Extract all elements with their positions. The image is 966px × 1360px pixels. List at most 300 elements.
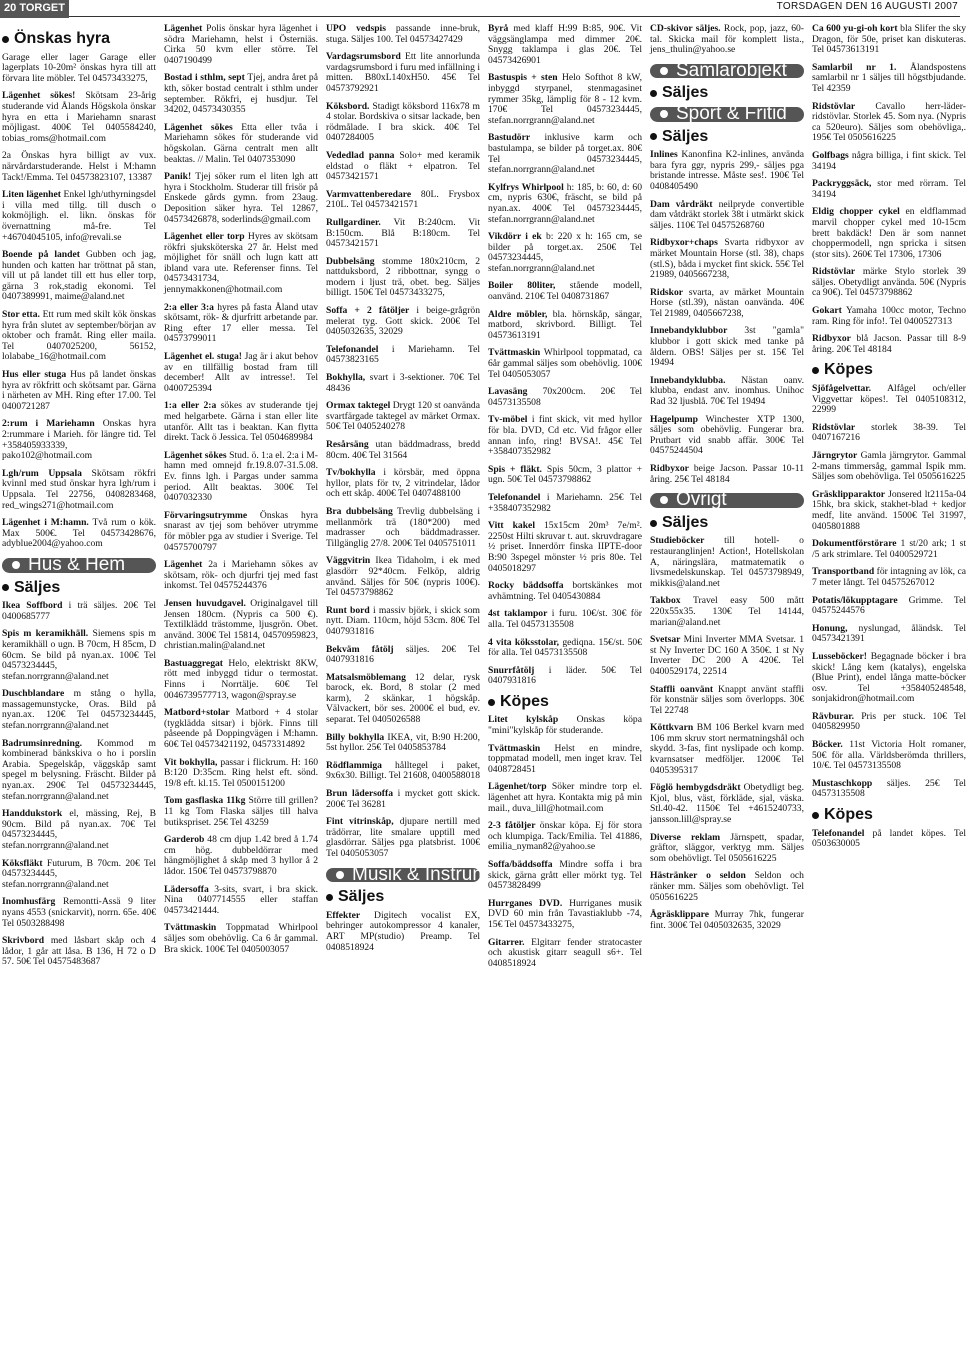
ad-text: Alfågel och/eller Viggvettar köpes!. Tel 0405108312, 22999 [812, 383, 966, 416]
ad-heading: 2:rum i Mariehamn [2, 418, 95, 430]
ad-heading: Svetsar [650, 634, 681, 646]
classified-ad [488, 899, 642, 931]
classified-ad [2, 689, 156, 731]
classified-ad [2, 739, 156, 803]
ad-text: 3-sits, svart, i bra skick. Nina 0407714555 eller staffan 04573421444. [164, 883, 318, 916]
column-2 [164, 24, 318, 1358]
ad-text: i massiv björk, i skick som nytt. Diam. 110cm, höjd 53cm. 80€ Tel 0407931816 [326, 604, 480, 637]
page-number: 20 [4, 2, 17, 14]
ad-heading: Badrumsinredning. [2, 737, 83, 749]
ad-text: i trä säljes. 20€ Tel 0400685777 [2, 600, 157, 622]
classified-ad [488, 744, 642, 776]
category-banner [650, 489, 804, 511]
ad-text: inklusive karm och bastulampa, se bilder på torget.ax. 80€ Tel 04573234445, stefan.norrgrann@aland.net [488, 132, 642, 176]
classified-ad [2, 250, 156, 303]
classified-ad [488, 183, 642, 225]
classified-ad [326, 306, 480, 338]
ad-text: 1 st/20 ark; 1 st /5 ark strimlare. Tel 0400529721 [812, 538, 966, 560]
classified-ad [164, 172, 318, 225]
ad-text: Skötsam 23-årig studerande vid Ålands Högskola önskar hyra en etta i Mariehamn snarast möjligast. 400€ Tel 0405584240, tobias_roms@hotmail.com [2, 90, 157, 144]
ad-text: Mini Inverter MMA Svetsar. 1 st Ny Inverter DC 160 A 350€. 1 st Ny Inverter DC 200 A 420€. Tel 0400529174, 22514 [650, 634, 804, 677]
ad-text: Svarta ridbyxor av märket Mountain Horse (stl. 38), chaps (stl.S), båda i mycket fint skick. 55€ Tel 21989, 0405667238, [650, 237, 804, 281]
ad-heading: Väggvitrin [326, 555, 371, 567]
ad-heading: Ikea Soffbord [2, 600, 63, 612]
classified-ad [650, 464, 804, 485]
ad-text: Polis önskar hyra lägenhet i södra Mariehamn, helst i Österniäs. Cirka 50 kvm eller större. Tel 0407190499 [164, 23, 318, 66]
ad-heading: Honung, [812, 622, 848, 634]
classified-ad [650, 415, 804, 457]
classified-ad [2, 859, 156, 891]
classified-ad [650, 200, 804, 232]
ad-heading: Dubbelsäng [326, 255, 375, 267]
ad-heading: UPO vedspis [326, 23, 386, 34]
ad-heading: Soffa/bäddsoffa [488, 859, 553, 870]
ad-text: bla Slifer the sky Dragon, för 50e, priset kan diskuteras. Tel 04573613191 [812, 23, 966, 56]
classified-ad [812, 596, 966, 617]
bullet-icon [326, 894, 333, 901]
classified-ad [164, 599, 318, 652]
ad-text: stående modell, oanvänd. 210€ Tel 0408731867 [488, 280, 642, 303]
section-heading-text: Säljes [338, 888, 385, 906]
ad-text: Seldon och ränker mm. Säljes som obehövligt. Tel 0505616225 [650, 870, 804, 903]
ad-text: neilpryde convertible dam våtdräkt storlek 38t i utmärkt skick säljes. 110€ Tel 04575268760 [650, 198, 804, 231]
ad-text: bortskänkes mot avhämtning. Tel 0405430884 [488, 580, 642, 602]
category-banner [650, 59, 804, 81]
ad-heading: Telefonandel [488, 491, 541, 503]
ad-text: Drygt 120 st oanvända svartfärgade taktegel av märket Ormax. 50€ Tel 0405240278 [326, 400, 480, 433]
ad-heading: Bokhylla, [326, 372, 366, 384]
ad-text: Ikea Tidaholm, i ek med glasdörr 92*40cm. Felköp, aldrig använd. Säljes för 50€ (nypris 100€). Tel 04573798862 [326, 555, 481, 599]
ad-heading: 1:a eller 2:a [164, 400, 217, 412]
ad-text: Stadigt köksbord 116x78 m 4 stolar. Bordskiva o sitsar lackade, ben rödmålade. I bra skick. 40€ Tel 0407284005 [326, 100, 480, 144]
ad-heading: Bra dubbelsäng [326, 505, 393, 517]
ad-text: i beige-grågrön melerat tyg. Gott skick. 200€ Tel 0405032635, 32029 [326, 305, 481, 338]
section-heading-text: Önskas hyra [14, 30, 111, 47]
ad-heading: Duschblandare [2, 688, 65, 700]
classified-ad [2, 91, 156, 144]
ad-text: Trevlig dubbelsäng i mellanmörk trä (180*200) med madrasser och bäddmadrasser. Tillgänglig 27/8. 200€ Tel 0405751011 [326, 505, 481, 549]
ad-heading: Liten lägenhet [2, 189, 61, 201]
ad-text: 80L. Frysbox 210L. Tel 04573421571 [326, 188, 480, 211]
classified-ad [326, 24, 480, 45]
section-heading [326, 888, 480, 906]
ad-heading: Hus eller stuga [2, 369, 67, 381]
ad-heading: Varmvattenberedare [326, 188, 412, 200]
classified-ad [164, 885, 318, 917]
classified-ad [326, 190, 480, 211]
category-banner [650, 102, 804, 124]
classified-ad [812, 567, 966, 588]
ad-text: djupare nertill med trädörrar, lite smalare upptill med glasdörrar. Säljes pga platsbrist. 100€ Tel 0405053057 [326, 816, 480, 859]
ad-text: Knappt använt staffli för konstnär säljes som överlopps. 30€ Tel 22748 [650, 683, 804, 716]
ad-heading: Järngrytor [812, 450, 858, 461]
ad-heading: Lägenhet sökes! [2, 90, 76, 102]
ad-text: Etta eller tvåa i Mariehamn sökes för studerande vid högskolan. Gärna centralt men allt beaktas. // Malin. Tel 0407353090 [164, 121, 318, 165]
ad-text: stomme 180x210cm, 2 nattduksbord, 2 ribbottnar, syngg o modern i ljust trä, obet. beg. Säljes billigt. 150€ Tel 04573433275, [326, 255, 480, 299]
ad-text: med låsbart skåp och 4 lådor, 1 går att låsa. B 136, H 72 o D 57. 50€ Tel 04575483687 [2, 935, 156, 968]
ad-text: Digitech vocalist EX, behringer autokompressor 4 kanaler, ART MP(studio) Preamp. Tel 0408518924 [326, 909, 480, 953]
ad-text: Helo Softhot 8 kW, inbyggd styrpanel, stenmagasinet rymmer 35kg, lämplig för 8 - 12 kvm. 170€ Tel 04573234445, stefan.norrgrann@aland.net [488, 72, 643, 126]
classified-ad [2, 601, 156, 622]
classified-ad [650, 288, 804, 320]
ad-text: passar i flickrum. H: 160 B:120 D:35cm. Ring helst eft. sönd. 19/8 eft. kl.15. Tel 0500151200 [164, 756, 318, 789]
classified-ad [326, 556, 480, 598]
classified-ad [812, 384, 966, 416]
classified-ad [164, 796, 318, 828]
ad-heading: Spis m keramikhäll. [2, 628, 89, 640]
classified-ad [488, 310, 642, 342]
ad-heading: Vededlad panna [326, 149, 395, 161]
ad-text: i läder. 50€ Tel 0407931816 [488, 664, 643, 687]
ad-text: el, mässing, Rej, B 90cm. Bild på nyan.ax. 70€ Tel 04573234445, stefan.norrgrann@aland.net [2, 808, 156, 851]
ad-text: Järnspett, spadar, gräftor, släggor, verktyg mm. Säljes som obehövligt. Tel 0505616225 [650, 831, 804, 864]
ad-heading: Aldre möbler, [488, 308, 548, 320]
ad-heading: Brun lädersoffa [326, 788, 393, 800]
bullet-icon [812, 812, 819, 819]
ad-heading: Rävburar. [812, 710, 855, 722]
classified-ad [488, 821, 642, 853]
classified-ad [164, 451, 318, 504]
classified-ad [488, 465, 642, 486]
classified-ad [2, 419, 156, 461]
classified-ad [2, 190, 156, 243]
ad-heading: Matbord+stolar [164, 707, 230, 719]
classified-ad [326, 373, 480, 394]
ad-text: beige Jacson. Passar 10-11 åring. 25€ Tel 48184 [650, 463, 804, 485]
classified-ad [650, 910, 804, 931]
ad-text: Hyres av skötsam rökfri sjuksköterska 27 år. Helst med möjlighet för snäll och lugn katt att ibland vara ute. Referenser finns. Tel 04573431734, jennymakkonen@hotmail.com [164, 231, 318, 296]
ad-text: Gubben och jag, hunden och katten har tröttnat på stan, vill ut på landet till ett hus eller torp, gärna 3 rok,stadig ekonomi. Tel 0407389991, maime@aland.net [2, 249, 156, 303]
classified-ad [488, 73, 642, 126]
ad-heading: Bastudörr [488, 132, 531, 144]
ad-text: svarta, av märket Mountain Horse (stl.39), nästan oanvända. 40€ Tel 21989, 0405667238, [650, 286, 804, 319]
ad-text: önskar köpa. Ej för stora och klumpiga. Tack/Emilia. Tel 41886, emilia_nyman82@yahoo.se [488, 820, 642, 853]
section-heading-text: Köpes [500, 692, 549, 710]
classified-ad [812, 334, 966, 355]
ad-heading: Lägenhet/torp [488, 781, 547, 793]
ad-text: Hus på landet önskas hyra av rökfritt och skötsamt par. Gärna i närheten av MH. Ring efter 17.00. Tel 0400721287 [2, 369, 156, 412]
ad-text: några billiga, i fint skick. Tel 34194 [812, 149, 966, 172]
ad-heading: Lägenhet eller torp [164, 231, 245, 243]
ad-heading: Dokumentförstörare [812, 538, 897, 550]
ad-heading: Garderob [164, 834, 205, 846]
ad-text: Winchester XTP 1300, säljes som obehövlig. Fungerar bra. Prutbart vid snabb affär. 300€ Tel 04575244504 [650, 413, 804, 457]
ad-heading: Vikdörr i ek [488, 231, 542, 243]
classified-ad [2, 151, 156, 183]
ad-text: Cavallo herr-läder-ridstövlar. Storlek 45. Som nya. (Nypris ca 520euro). Säljes som obehövliga,. 195€ Tel 0505616225 [812, 100, 966, 144]
ad-text: Spis 50cm, 3 plattor + ugn. 50€ Tel 04573798862 [488, 463, 643, 486]
ad-heading: Innebandyklubba. [650, 374, 726, 386]
ad-text: Elgitarr fender stratocaster och akustisk gitarr seagull s6+. Tel 0408518924 [488, 936, 642, 969]
ad-heading: Resårsäng [326, 439, 369, 450]
category-banner-text: Sport & Fritid [676, 102, 787, 124]
ad-text: på landet köpes. Tel 0503630005 [812, 827, 966, 850]
ad-text: Söker mindre torp el. lägenhet att hyra. Kontakta mig på min mail., duva_lill@hotmail.com [488, 781, 643, 814]
ad-heading: Tvättmaskin [488, 347, 541, 359]
ad-heading: Skrivbord [2, 935, 45, 947]
ad-text: säljes. 20€ Tel 0407931816 [326, 643, 481, 666]
ad-heading: Ridskor [650, 286, 684, 298]
ad-heading: Lägenhet [164, 23, 203, 34]
ad-text: Begagnade böcker i bra skick! Lång kem (katalys), engelska (Blue Print), endel långa matte-böcker osv. Tel +358405248548, sonjakidron@hotmail.com [812, 650, 966, 705]
ad-heading: Ågräsklippare [650, 909, 709, 921]
classified-ad [164, 24, 318, 66]
classified-ad [488, 348, 642, 380]
classified-ad [812, 829, 966, 850]
classified-ad [812, 102, 966, 144]
ad-heading: Rocky bäddsoffa [488, 580, 564, 592]
ad-heading: Tv/bokhylla [326, 467, 376, 479]
classified-ad [326, 673, 480, 726]
ad-text: sökes av studerande tjej med helgarbete. Gärna i stan eller lite utanför. Allt tas i beaktan. Kan flytta direkt. Tack ö Jessica. Tel 0504689984 [164, 400, 318, 444]
column-5 [650, 24, 804, 1358]
ad-text: en eldflammad marvil chopper cykel med 10-15cm brett bakdäck! Den är som nannet choppermodell, ngn spricka i sitsen (stor sits). 260€ Tel 17306, 17306 [812, 206, 966, 260]
classified-ad [326, 218, 480, 250]
classified-ad [164, 352, 318, 394]
ad-heading: Boende på landet [2, 249, 80, 261]
ad-heading: Jensen huvudgavel. [164, 597, 246, 609]
ad-text: 2a i Mariehamn sökes av skötsam, rök- och djurfri tjej med fast inkomst. Tel 04575244376 [164, 559, 318, 592]
classified-ad [488, 938, 642, 970]
classified-ad [812, 712, 966, 733]
classified-ad [488, 609, 642, 630]
ad-text: Kanonfina K2-inlines, använda bara fyra ggr, nypris 299,- säljes pga bristande intresse. Måste ses!. 190€ Tel 0408405490 [650, 149, 804, 192]
classified-ad [326, 345, 480, 366]
ad-heading: Tv-möbel [488, 414, 528, 426]
ad-heading: Takbox [650, 595, 681, 607]
ad-heading: Samlarbil nr 1. [812, 61, 897, 73]
ad-heading: Kylfrys Whirlpool [488, 181, 564, 193]
ad-heading: Lägenhet [164, 559, 203, 571]
section-heading [488, 692, 642, 710]
classified-ad [164, 708, 318, 750]
ad-heading: 4st taklampor [488, 608, 548, 620]
ad-text: Större till grillen? 11 kg Tom Flaska säljes till halva butikspriset. 25€ Tel 43259 [164, 795, 318, 828]
classified-ad [812, 451, 966, 483]
classified-ad [650, 376, 804, 408]
ad-text: Ålandspostens samlarbil nr 1 säljes till högstbjudande. Tel 42359 [812, 61, 966, 94]
ad-heading: Studieböcker [650, 535, 705, 547]
classified-ad [812, 207, 966, 260]
ad-heading: Stor etta. [2, 309, 40, 321]
classified-ad [812, 179, 966, 200]
ad-text: m stång o hylla, massagemunstycke, Oras. Bild på nyan.ax. 120€ Tel 04573234445, stefan.norrgrann@aland.net [2, 688, 156, 732]
ad-heading: Billy bokhylla [326, 731, 385, 743]
classified-ad [812, 267, 966, 299]
classified-ad [326, 733, 480, 754]
ad-heading: CD-skivor säljes. [650, 23, 721, 34]
ad-heading: Tvättmaskin [488, 742, 541, 754]
ad-text: Nästan oanv. klubba, endast anv. inomhus. Unihoc Rad 32 ljusblå. 70€ Tel 19494 [650, 374, 804, 408]
ad-heading: Köttkvarn [650, 722, 694, 734]
ad-heading: Innebandyklubbor [650, 325, 728, 337]
ad-heading: Fint vitrinskåp, [326, 816, 394, 828]
bullet-icon [650, 90, 657, 97]
ad-text: Kommod m kombinerad bänkskiva o ho i porslin Arabia. Spegelskåp, väggskåp samt spegel m belysning. Fräscht. Bilder på nyan.ax. 290€ Tel 04573234445, stefan.norrgrann@aland.net [2, 737, 156, 802]
ad-heading: Eldig chopper cykel [812, 206, 900, 218]
bullet-icon [12, 561, 20, 569]
ad-text: Rock, pop, jazz, 60-tal. Skicka mail för komplett lista., jens_thulin@yahoo.se [650, 23, 804, 56]
classified-ad [326, 911, 480, 953]
classified-ad [326, 761, 480, 782]
ad-heading: Packryggsäck, [812, 178, 872, 190]
classified-ad [164, 659, 318, 701]
ad-heading: Hagelpump [650, 413, 698, 425]
ad-heading: Köksfläkt [2, 857, 43, 869]
section-heading [812, 361, 966, 379]
classified-ad [326, 257, 480, 299]
ad-heading: Föglö hembygdsdräkt [650, 782, 741, 794]
issue-date: TORSDAGEN DEN 16 AUGUSTI 2007 [776, 1, 958, 12]
ad-text: Garage eller lager Garage eller lagerplats 10-20m² önskas hyra till att förvara lite möbler. Tel 04573433275, [2, 51, 156, 84]
classified-ad [650, 723, 804, 776]
ad-heading: Matsalsmöblemang [326, 671, 406, 683]
classified-ad [2, 53, 156, 85]
classified-ad [488, 133, 642, 175]
ad-heading: 2-3 fåtöljer [488, 820, 536, 832]
classified-ad [164, 401, 318, 443]
ad-heading: Lägenhet sökes [164, 121, 233, 133]
ad-text: Solo+ med keramik eldstad o fläkt + elpatron. Tel 04573421571 [326, 149, 480, 183]
classified-ad [2, 518, 156, 550]
bullet-icon [660, 67, 668, 75]
classified-ad [812, 779, 966, 800]
section-name: TORGET [19, 2, 65, 14]
ad-text: hålltegel i paket, 9x6x30. Billigt. Tel 21608, 0400588018 [326, 759, 480, 782]
ad-text: Futurum, B 70cm. 20€ Tel 04573234445, stefan.norrgrann@aland.net [2, 857, 157, 890]
ad-text: i furu. 10€/st. 30€ för alla. Tel 04573135508 [488, 608, 642, 630]
ad-heading: Transportband [812, 566, 875, 578]
ad-heading: Böcker. [812, 739, 843, 751]
classified-ad [326, 440, 480, 461]
classified-ad [812, 624, 966, 645]
bullet-icon [650, 133, 657, 140]
ad-text: Tjej, andra året på kth, söker bostad centralt i sthlm under september. Rökfri, ej husdjur. Tel 34202, 04573430355 [164, 72, 318, 116]
ad-text: i mycket gott skick. 200€ Tel 36281 [326, 788, 480, 810]
ad-text: Matbord + 4 stolar (tygklädda sitsar) i björk. Finns till påseende på Doppingvägen i M:hamn. 60€ Tel 04573421192, 04573314892 [164, 707, 318, 751]
classified-ad [326, 645, 480, 666]
ad-heading: Lusseböcker! [812, 650, 867, 662]
classified-ad [326, 468, 480, 500]
ad-text: i Mariehamn. 25€ Tel +358407352982 [488, 491, 643, 514]
ad-heading: Potatis/lökupptagare [812, 594, 898, 606]
ad-text: Remontti-Assä 9 liter nyans 4553 (snickarvit), norrn. 65e. 40€ Tel 0503288498 [2, 896, 157, 929]
category-banner-text: Samlarobjekt [676, 59, 787, 81]
classified-ad [488, 581, 642, 602]
ad-heading: Handdukstork [2, 808, 63, 820]
classified-ad [164, 123, 318, 165]
classified-ad [2, 936, 156, 968]
ad-text: Mindre soffa i bra skick, gärna grått eller mörkt tyg. Tel 04573828499 [488, 859, 642, 892]
ad-text: Helst en mindre, toppmatad modell, men inget krav. Tel 0408728451 [488, 742, 642, 775]
classified-ad [488, 387, 642, 408]
ad-text: IKEA, vit, B:90 H:200, 5st hyllor. 25€ Tel 0405853784 [326, 731, 481, 754]
page-header [0, 0, 960, 17]
bullet-icon [488, 699, 495, 706]
category-banner-text: Övrigt [676, 489, 727, 511]
ad-heading: Förvaringsutrymme [164, 509, 248, 521]
ad-heading: Gokart [812, 305, 842, 317]
classified-ad [488, 715, 642, 736]
classified-ad [488, 521, 642, 574]
classified-ad [164, 560, 318, 592]
classified-ad [488, 860, 642, 892]
classified-ad [650, 635, 804, 677]
ad-heading: Golfbags [812, 149, 849, 161]
ad-heading: Litet kylskåp [488, 714, 559, 726]
classified-ad [326, 817, 480, 859]
classified-ad [812, 306, 966, 327]
classifieds-columns [0, 23, 966, 1358]
ad-text: b: 220 x h: 165 cm, se bilder på torget.ax. 250€ Tel 04573234445, stefan.norrgrann@aland.net [488, 231, 642, 274]
ad-heading: Inlines [650, 149, 678, 161]
ad-text: 48 cm djup 1.42 bred å 1.74 cm hög. dubbeldörrar med hängmöjlighet å skåp med 3 hyllor å 2 lådor. 150€ Tel 04573798870 [164, 834, 318, 877]
ad-heading: Lgh/rum Uppsala [2, 467, 82, 479]
ad-text: Önskas hyra snarast av tjej som behöver utrymme för möbler pga av studier i Sverige. Tel 04575700797 [164, 509, 318, 553]
classified-ad [650, 24, 804, 56]
classified-ad [164, 835, 318, 877]
classified-ad [650, 685, 804, 717]
ad-text: nyslungad, åländsk. Tel 04573421391 [812, 622, 966, 645]
ad-text: utan bäddmadrass, bredd 80cm. 40€ Tel 31564 [326, 439, 480, 461]
classified-ad [164, 73, 318, 115]
ad-heading: Lägenhet i M:hamn. [2, 517, 89, 529]
ad-heading: Ridbyxor [650, 463, 689, 474]
ad-heading: Rödflammiga [326, 759, 382, 771]
bullet-icon [812, 367, 819, 374]
ad-heading: Lägenhet el. stuga! [164, 351, 242, 363]
ad-text: i fint skick, vit med hyllor för bla. DVD, Cd etc. Vid frågor eller annan info, ring! BVSA!. 45€ Tel +358407352982 [488, 414, 642, 458]
ad-heading: Panik! [164, 171, 192, 183]
ad-text: Vit B:240cm. Vit B:150cm. Blå B:180cm. Tel 04573421571 [326, 216, 480, 250]
ad-text: Obetydligt beg. Kjol, blus, väst, förkläde, sjal, väska. Stl.40-42. 1150€ Tel +4615240733, jansson.lill@spray.se [650, 782, 804, 826]
ad-text: för intagning av lök, ca 7 meter långt. Tel 04575267012 [812, 566, 966, 588]
classified-ad [2, 809, 156, 851]
ad-heading: Ridbyxor+chaps [650, 237, 718, 249]
section-heading-text: Säljes [662, 84, 709, 102]
classified-ad [326, 789, 480, 810]
ad-heading: Köksbord. [326, 100, 370, 112]
ad-heading: Ridstövlar [812, 421, 856, 433]
ad-heading: Dam vårdräkt [650, 198, 713, 210]
classified-ad [650, 536, 804, 589]
ad-text: Onskas köpa "mini"kylskåp för studerande. [488, 714, 642, 737]
ad-heading: Rullgardiner. [326, 216, 381, 228]
classified-ad [326, 151, 480, 183]
ad-text: 3st "gamla" klubbor i gott skick med tanke på åldern. OBS! Säljes per st. 15€ Tel 19494 [650, 325, 804, 369]
ad-text: Ett lite annorlunda vardagsrumsbord i furu med infällning i mitten. B80xL140xH50. 45€ Tel 04573792921 [326, 51, 480, 94]
ad-heading: Ridstövlar [812, 266, 856, 278]
section-heading-text: Köpes [824, 361, 873, 379]
classified-ad [650, 783, 804, 825]
classified-ad [2, 629, 156, 682]
ad-heading: Lavasäng [488, 386, 528, 398]
classified-ad [812, 740, 966, 772]
ad-text: passande inne-bruk, stuga. Säljes 100. Tel 04573427429 [326, 23, 481, 45]
classified-ad [164, 232, 318, 296]
classified-ad [2, 310, 156, 363]
ad-heading: 4 vita köksstolar, [488, 636, 560, 648]
ad-heading: Inomhusfärg [2, 896, 56, 908]
ad-heading: Gräsklipparaktor [812, 488, 886, 500]
bullet-icon [2, 36, 9, 43]
classified-ad [2, 897, 156, 929]
ad-text: Travel easy 500 mått 220x55x35. 130€ Tel 14144, marian@aland.net [650, 595, 804, 628]
classified-ad [812, 151, 966, 172]
section-heading [650, 513, 804, 531]
ad-heading: Vit bokhylla, [164, 756, 218, 768]
ad-heading: Ormax taktegel [326, 400, 391, 412]
